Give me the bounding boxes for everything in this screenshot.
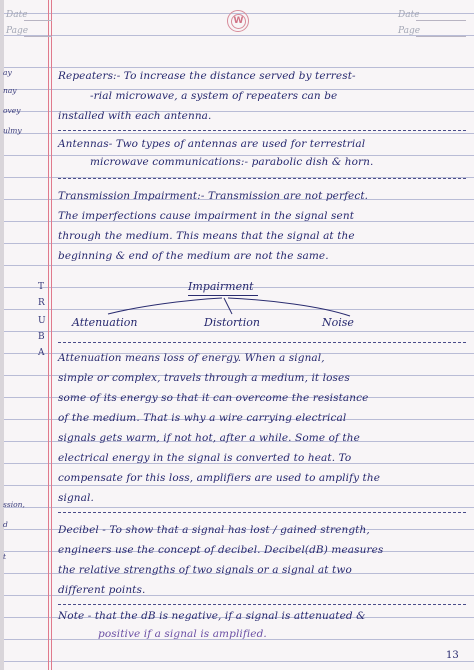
- impairment-line: through the medium. This means that the signal at the: [58, 230, 355, 242]
- diagram-child-distortion: Distortion: [204, 316, 260, 329]
- margin-note: d: [3, 520, 8, 529]
- section-divider: [58, 342, 466, 344]
- decibel-line: different points.: [58, 584, 146, 596]
- attenuation-line: compensate for this loss, amplifiers are used to amplify the: [58, 472, 381, 484]
- attenuation-line: simple or complex, travels through a medium, it loses: [58, 372, 350, 384]
- attenuation-line: signal.: [58, 492, 94, 504]
- section-divider: [58, 512, 466, 514]
- repeaters-line: -rial microwave, a system of repeaters can be: [90, 90, 338, 102]
- page-label: Page: [6, 26, 29, 36]
- antennas-line: Antennas- Two types of antennas are used for terrestrial: [58, 138, 366, 150]
- antennas-line: microwave communications:- parabolic dish & horn.: [90, 156, 374, 168]
- margin-letter: R: [38, 298, 45, 308]
- attenuation-line: electrical energy in the signal is converted to heat. To: [58, 452, 352, 464]
- repeaters-line: installed with each antenna.: [58, 110, 212, 122]
- impairment-line: The imperfections cause impairment in the signal sent: [58, 210, 355, 222]
- date-label-right: Date: [398, 10, 420, 20]
- attenuation-line: Attenuation means loss of energy. When a signal,: [58, 352, 325, 364]
- attenuation-line: of the medium. That is why a wire carrying electrical: [58, 412, 347, 424]
- decibel-line: Decibel - To show that a signal has lost / gained strength,: [58, 524, 370, 536]
- branch-line-distortion: [224, 298, 232, 314]
- note-line: Note - that the dB is negative, if a signal is attenuated &: [58, 610, 366, 622]
- diagram-child-noise: Noise: [322, 316, 354, 329]
- margin-note: ssion,: [3, 500, 25, 509]
- attenuation-line: some of its energy so that it can overcome the resistance: [58, 392, 369, 404]
- note-line: positive if a signal is amplified.: [98, 628, 267, 640]
- branch-line-noise: [228, 298, 350, 316]
- diagram-child-attenuation: Attenuation: [72, 316, 138, 329]
- margin-note: ay: [3, 68, 12, 77]
- impairment-line: Transmission Impairment:- Transmission are not perfect.: [58, 190, 369, 202]
- margin-letter: T: [38, 282, 45, 292]
- attenuation-line: signals gets warm, if not hot, after a while. Some of the: [58, 432, 360, 444]
- margin-note: nay: [3, 86, 17, 95]
- decibel-line: engineers use the concept of decibel. Decibel(dB) measures: [58, 544, 384, 556]
- page-label-right: Page: [398, 26, 421, 36]
- margin-note: ulmy: [3, 126, 22, 135]
- diagram-root: Impairment: [188, 280, 254, 293]
- decibel-line: the relative strengths of two signals or a signal at two: [58, 564, 352, 576]
- section-divider: [58, 604, 466, 606]
- page-number: 13: [446, 650, 459, 661]
- repeaters-line: Repeaters:- To increase the distance served by terrest-: [58, 70, 356, 82]
- margin-letter: B: [38, 332, 45, 342]
- margin-letter: A: [38, 348, 45, 358]
- margin-note: t: [3, 552, 7, 561]
- branch-line-attenuation: [108, 298, 222, 314]
- margin-note: ovey: [3, 106, 21, 115]
- margin-letter: U: [38, 316, 46, 326]
- date-label: Date: [6, 10, 28, 20]
- logo-icon: W: [231, 14, 246, 29]
- impairment-line: beginning & end of the medium are not the same.: [58, 250, 329, 262]
